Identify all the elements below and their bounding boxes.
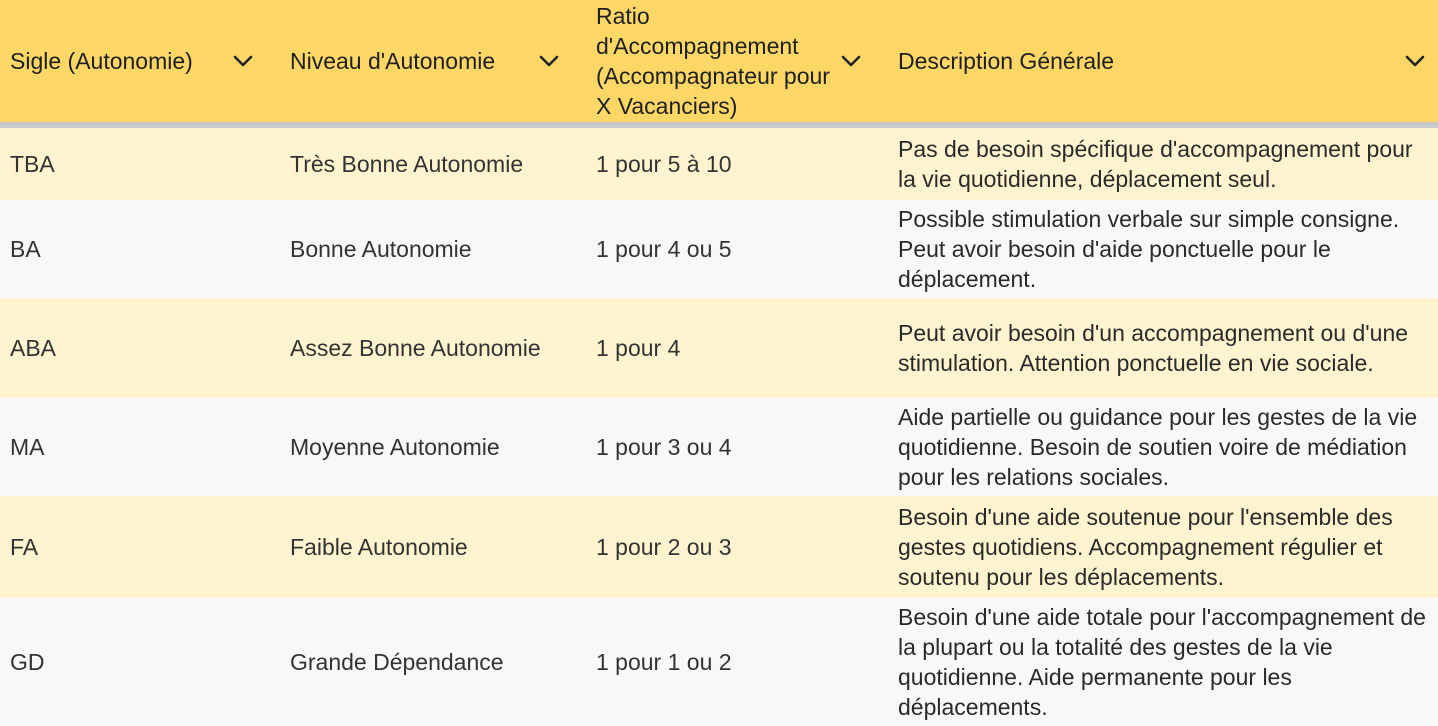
cell-niveau: Moyenne Autonomie — [290, 434, 500, 460]
cell-description: Besoin d'une aide soutenue pour l'ensemble des gestes quotidiens. Accompagnement régulier et soutenu pour les déplacements. — [898, 504, 1393, 590]
table-row[interactable] — [0, 496, 1438, 598]
table-row[interactable] — [0, 398, 1438, 496]
table-row[interactable] — [0, 598, 1438, 726]
column-header-niveau[interactable] — [280, 0, 586, 122]
cell-sigle: ABA — [10, 335, 57, 361]
cell-sigle: GD — [10, 649, 45, 675]
cell-niveau: Assez Bonne Autonomie — [290, 335, 541, 361]
cell-ratio: 1 pour 4 ou 5 — [596, 236, 732, 262]
column-header-label: Ratio d'Accompagnement (Accompagnateur pour X Vacanciers) — [596, 3, 830, 119]
cell-sigle: FA — [10, 534, 39, 560]
cell-ratio: 1 pour 2 ou 3 — [596, 534, 732, 560]
cell-ratio: 1 pour 3 ou 4 — [596, 434, 732, 460]
cell-sigle: MA — [10, 434, 45, 460]
cell-ratio: 1 pour 4 — [596, 335, 681, 361]
column-header-description[interactable] — [888, 0, 1438, 122]
cell-description: Pas de besoin spécifique d'accompagnement pour la vie quotidienne, déplacement seul. — [898, 136, 1413, 192]
cell-niveau: Très Bonne Autonomie — [290, 151, 524, 177]
table-row[interactable] — [0, 298, 1438, 398]
table-header — [0, 0, 1438, 128]
chevron-down-icon[interactable] — [538, 50, 560, 72]
cell-ratio: 1 pour 5 à 10 — [596, 151, 732, 177]
table-row[interactable] — [0, 200, 1438, 298]
chevron-down-icon[interactable] — [840, 50, 862, 72]
cell-niveau: Bonne Autonomie — [290, 236, 472, 262]
cell-sigle: TBA — [10, 151, 55, 177]
cell-sigle: BA — [10, 236, 41, 262]
cell-niveau: Grande Dépendance — [290, 649, 504, 675]
table-row[interactable] — [0, 128, 1438, 200]
column-header-label: Description Générale — [898, 48, 1115, 74]
cell-description: Besoin d'une aide totale pour l'accompagnement de la plupart ou la totalité des gestes de la vie quotidienne. Aide permanente pour les déplacements. — [898, 604, 1426, 720]
cell-description: Peut avoir besoin d'un accompagnement ou d'une stimulation. Attention ponctuelle en vie sociale. — [898, 320, 1409, 376]
column-header-ratio[interactable] — [586, 0, 888, 122]
column-header-sigle[interactable] — [0, 0, 280, 122]
chevron-down-icon[interactable] — [232, 50, 254, 72]
column-header-label: Niveau d'Autonomie — [290, 48, 496, 74]
cell-ratio: 1 pour 1 ou 2 — [596, 649, 732, 675]
cell-description: Possible stimulation verbale sur simple consigne. Peut avoir besoin d'aide ponctuelle pour le déplacement. — [898, 206, 1400, 292]
column-header-label: Sigle (Autonomie) — [10, 48, 193, 74]
chevron-down-icon[interactable] — [1404, 50, 1426, 72]
cell-description: Aide partielle ou guidance pour les gestes de la vie quotidienne. Besoin de soutien voire de médiation pour les relations sociales. — [898, 404, 1418, 490]
cell-niveau: Faible Autonomie — [290, 534, 468, 560]
